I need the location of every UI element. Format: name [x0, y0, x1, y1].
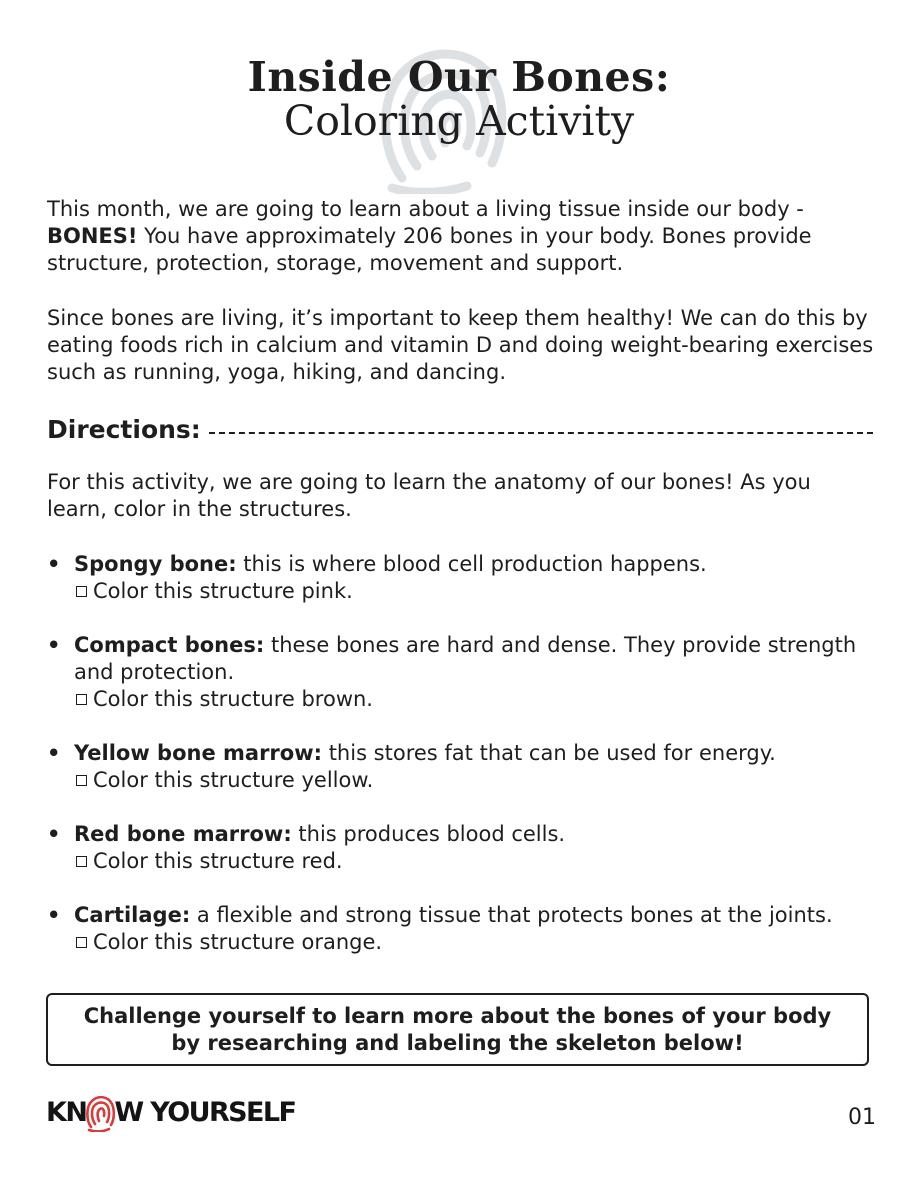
intro-text-a: This month, we are going to learn about a living tissue inside our body - [47, 197, 804, 221]
checkbox-icon[interactable] [76, 775, 87, 786]
page-number: 01 [848, 1105, 876, 1130]
bullet-term: Yellow bone marrow: [74, 741, 323, 765]
bullet-term: Compact bones: [74, 633, 265, 657]
bullet-icon: • [47, 741, 61, 765]
bullet-description: a flexible and strong tissue that protects bones at the joints. [190, 903, 833, 927]
bullet-description: this is where blood cell production happens. [236, 552, 707, 576]
list-item [47, 821, 877, 875]
page-header [0, 20, 918, 170]
list-item [47, 632, 877, 713]
dashed-divider [209, 432, 873, 434]
bullet-task: Color this structure red. [93, 849, 343, 873]
intro-text-2: Since bones are living, it’s important to keep them healthy! We can do this by eating foods rich in calcium and vitamin D and doing weight-bearing exercises such as running, yoga, hiking, and dancing. [47, 306, 874, 384]
checkbox-icon[interactable] [76, 586, 87, 597]
bullet-term: Red bone marrow: [74, 822, 292, 846]
directions-paragraph [47, 469, 877, 523]
bullet-task: Color this structure orange. [93, 930, 383, 954]
list-item [47, 740, 877, 794]
page-subtitle: Coloring Activity [283, 97, 635, 145]
checkbox-icon[interactable] [76, 856, 87, 867]
challenge-callout [46, 993, 869, 1066]
bullet-description: these bones are hard and dense. They provide strength and protection. [74, 633, 857, 684]
logo-text-part1: KN [46, 1097, 87, 1128]
bullet-term: Cartilage: [74, 903, 191, 927]
bullet-term: Spongy bone: [74, 552, 237, 576]
bullet-task: Color this structure yellow. [93, 768, 374, 792]
list-item [47, 902, 877, 956]
page-title: Inside Our Bones: [247, 53, 671, 101]
structure-list [47, 551, 877, 983]
challenge-text: Challenge yourself to learn more about the bones of your body by researching and labeling the skeleton below! [83, 1003, 832, 1055]
intro-paragraph-2 [47, 305, 877, 386]
bullet-icon: • [47, 633, 61, 657]
bullet-icon: • [47, 903, 61, 927]
logo-text-part2: W YOURSELF [114, 1097, 296, 1128]
checkbox-icon[interactable] [76, 694, 87, 705]
checkbox-icon[interactable] [76, 937, 87, 948]
intro-bold-bones: BONES! [47, 224, 138, 248]
brand-logo [46, 1093, 295, 1133]
intro-paragraph-1 [47, 196, 877, 277]
intro-text-b: You have approximately 206 bones in your body. Bones provide structure, protection, storage, movement and support. [47, 224, 812, 275]
bullet-icon: • [47, 822, 61, 846]
bullet-task: Color this structure pink. [93, 579, 353, 603]
bullet-description: this produces blood cells. [291, 822, 566, 846]
bullet-task: Color this structure brown. [93, 687, 373, 711]
directions-text: For this activity, we are going to learn the anatomy of our bones! As you learn, color in the structures. [47, 470, 811, 521]
bullet-icon: • [47, 552, 61, 576]
bullet-description: this stores fat that can be used for energy. [322, 741, 776, 765]
directions-heading [47, 414, 873, 446]
fingerprint-o-icon [85, 1094, 115, 1132]
directions-label: Directions: [47, 415, 201, 444]
list-item [47, 551, 877, 605]
